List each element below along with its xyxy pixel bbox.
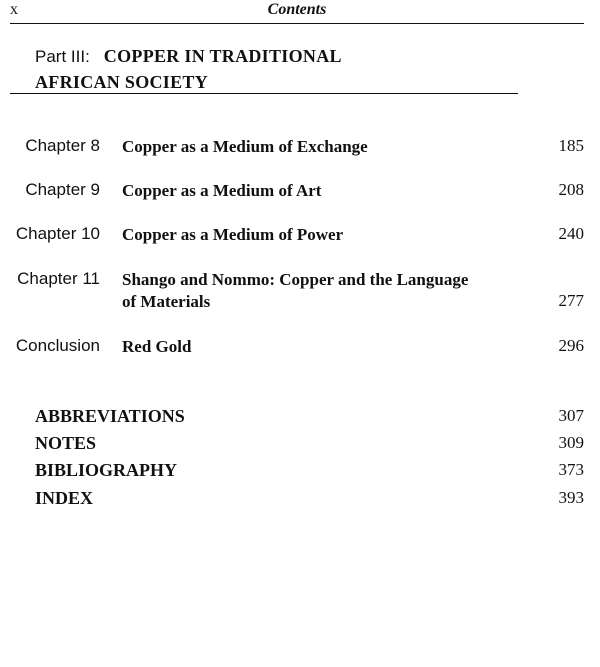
back-matter-title: BIBLIOGRAPHY [35, 460, 178, 480]
chapter-label: Chapter 8 [25, 136, 100, 155]
back-matter-title: INDEX [35, 488, 94, 508]
chapter-title [122, 269, 522, 313]
chapter-label: Chapter 9 [25, 180, 100, 199]
back-matter-page: 309 [558, 433, 584, 452]
page-number: x [10, 1, 18, 18]
header-rule [10, 23, 584, 24]
chapter-label: Chapter 10 [15, 224, 100, 243]
chapter-title: Copper as a Medium of Exchange [122, 137, 368, 156]
chapter-page: 277 [558, 291, 584, 310]
chapter-title-line2: of Materials [122, 292, 211, 311]
part-heading [35, 44, 342, 94]
back-matter-title: NOTES [35, 433, 97, 453]
chapter-label: Conclusion [15, 336, 100, 355]
page-header [10, 0, 584, 24]
chapter-page: 240 [558, 224, 584, 243]
back-matter-page: 307 [558, 406, 584, 425]
chapter-title-line1: Shango and Nommo: Copper and the Language [122, 270, 469, 289]
running-head: Contents [267, 1, 327, 18]
part-label: Part III: [35, 47, 90, 66]
part-title-line2: AFRICAN SOCIETY [35, 72, 209, 92]
chapter-label: Chapter 11 [17, 269, 100, 288]
part-title-line1: COPPER IN TRADITIONAL [103, 46, 342, 66]
chapter-title: Copper as a Medium of Art [122, 181, 322, 200]
chapter-page: 185 [558, 136, 584, 155]
back-matter-page: 393 [558, 488, 584, 507]
chapter-title: Copper as a Medium of Power [122, 225, 344, 244]
chapter-title: Red Gold [122, 337, 192, 356]
back-matter-page: 373 [558, 460, 584, 479]
chapter-page: 208 [558, 180, 584, 199]
part-rule [10, 93, 518, 94]
chapter-page: 296 [558, 336, 584, 355]
back-matter-title: ABBREVIATIONS [35, 406, 185, 426]
